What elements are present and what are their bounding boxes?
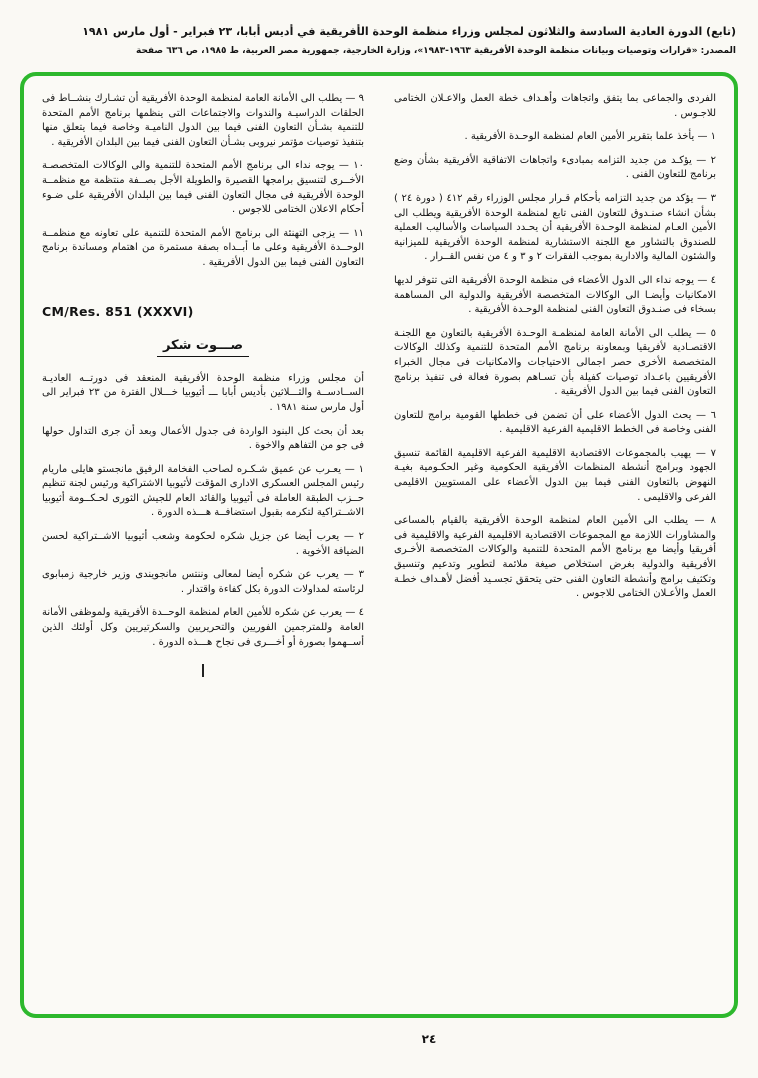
paragraph: ٨ — يطلب الى الأمين العام لمنظمة الوحدة الأفريقية بالقيام بالمساعى والمشاورات اللازمة مع المجموعات الاقتصادية الاقليمية الفرعية والاقليمية فى أفريقيا وأيضا مع برنامج الأمم المتحدة للتنمية والوكالات المتخصصة الأخـرى الأفريقية والدولية بغرض استخلاص صيغة ملائمة لتطوير وتدعيم وتنسيق وتكثيف برامج وأنشطة التعاون الفنى حتى يتحقق تجسـيد أفضل لأهـداف خطـة العمل والأعـلان الختامى للاجوس . — [394, 515, 716, 600]
paragraph: ٧ — يهيب بالمجموعات الاقتصادية الاقليمية الفرعية الاقليمية القائمة تنسيق الجهود وبرامج أنشطة المنظمات الأفريقية الحكومية وغير الحكـومية بغيـة النهوض بالتعاون الفنى فيما بين الدول الأعضاء على المستويين الاقليمى الفرعى والاقليمى . — [394, 447, 716, 503]
resolution-number: CM/Res. 851 (XXXVI) — [42, 303, 194, 319]
content-frame — [20, 72, 738, 1018]
paragraph: ٢ — يعرب أيضا عن جزيل شكره لحكومة وشعب أثيوبيا الاشــتراكية لحسن الضيافة الأخوية . — [42, 531, 364, 557]
page-header — [0, 0, 758, 58]
separator-mark — [202, 664, 204, 677]
paragraph: ٣ — يعرب عن شكره أيضا لمعالى وننتس مانجويندى وزير خارجية زمبابوى لرئاسته لمداولات الدورة بكل كفاءة واقتدار . — [42, 569, 364, 595]
paragraph: ٣ — يؤكد من جديد التزامه بأحكام قـرار مجلس الوزراء رقم ٤١٢ ( دورة ٢٤ ) بشأن انشاء صنـدوق للتعاون الفنى تابع لمنظمة الوحدة الأفريقية ويطلب الى الأمين العـام لمنظمة الوحـدة الأفريقية أن يحـدد السياسات والأساليب العملية للصندوق بالتشاور مع اللجنة الاستشارية لمنظمة الوحدة الأفريقية للميزانية والشئون المالية والادارية بموجب الفقرات ٢ و ٣ و ٤ من نفس القــرار . — [394, 192, 716, 263]
paragraph: بعد أن بحث كل البنود الواردة فى جدول الأعمال وبعد أن جرى التداول حولها فى جو من التفاهم والاخوة . — [42, 425, 364, 452]
paragraph: ١٠ — يوجه نداء الى برنامج الأمم المتحدة للتنمية والى الوكالات المتخصصـة الأخــرى لتنسيق برامجها القصيرة والطويلة الأجل بصــفة منتظمة مع منظمــة الوحدة الأفريقية فى مجال التعاون الفنى فيما بين البلدان الأفريقية على ضـوء أحكام الاعلان الختامى للاجوس . — [42, 160, 364, 216]
header-title: (تابع) الدورة العادية السادسة والثلاثون لمجلس وزراء منظمة الوحدة الأفريقية في أديس أبابا، ٢٣ فبراير - أول مارس ١٩٨١ — [82, 25, 736, 38]
two-column-layout — [42, 92, 716, 1004]
header-source: المصدر: «قرارات وتوصيات وبيانات منظمة الوحدة الأفريقية ١٩٦٣-١٩٨٣»، وزارة الخارجية، جمهورية مصر العربية، ط ١٩٨٥، ص ٦٣٦ صفحة — [135, 46, 736, 56]
page-number: ٢٤ — [421, 1032, 437, 1046]
paragraph: ٦ — يحث الدول الأعضاء على أن تضمن فى خططها القومية برامج للتعاون الفنى وخاصة فى الخطط الاقليمية الفرعية الاقليمية . — [394, 409, 716, 436]
paragraph: أن مجلس وزراء منظمة الوحدة الأفريقية المنعقد فى دورتــه العاديـة الســادســة والثـــلاثين بأديس أبابا ـــ أثيوبيا خـــلال الفترة من ٢٣ فبراير الى أول مارس سنة ١٩٨١ . — [42, 372, 364, 413]
paragraph: ١١ — يزجى التهنئة الى برنامج الأمم المتحدة للتنمية على تعاونه مع منظمــة الوحــدة الأفريقية وعلى ما أبــداه بصفة مستمرة من اهتمام ومساندة برنامج التعاون الفنى فيما بين الدول الأفريقية . — [42, 227, 364, 268]
paragraph: ٤ — يوجه نداء الى الدول الأعضاء فى منظمة الوحدة الأفريقية التى تتوفر لديها الامكانيات وأيضـا الى الوكالات المتخصصة الأفريقية والدولية الى المساهمة بسخاء فى صنـدوق التعاون الفنى لمنظمة الوحـدة الأفريقية . — [394, 274, 716, 316]
paragraph: ٥ — يطلب الى الأمانة العامة لمنظمـة الوحـدة الأفريقية بالتعاون مع اللجنـة الاقتصـادية لأفريقيا وبمعاونة برنامج الأمم المتحدة للتنمية وكذلك الوكالات المتخصصة الأخرى حصر اجمالى الاحتياجات والامكانيات فى مجال الخبراء الأفريقيين باعـداد توصيات كفيلة بأن تسـاهم بصورة فعالة فى تنفيذ برنامج التعاون الفنى فيما بين الدول الأفريقية . — [394, 327, 716, 398]
paragraph: ١ — يعـرب عن عميق شـكـره لصاحب الفخامة الرفيق مانجستو هايلى ماريام رئيس المجلس العسكرى الادارى المؤقت لأثيوبيا الاشتراكية ورئيس لجنة تنظيم حــزب الطبقة العاملة فى أثيوبيا والقائد العام للجيش الثورى لحـكــومة أثيوبيا الاشــتراكية لتكرمه بقبول استضافــة هـــذه الدورة . — [42, 463, 364, 519]
paragraph: ١ — يأخذ علما بتقرير الأمين العام لمنظمة الوحـدة الأفريقية . — [464, 131, 716, 143]
column-left — [42, 92, 364, 1004]
column-right — [394, 92, 716, 1004]
paragraph: ٩ — يطلب الى الأمانة العامة لمنظمة الوحدة الأفريقية أن تشـارك بنشــاط فى الحلقات الدراسيـة والندوات والاجتماعات التى ينظمها برنامج الأمم المتحدة للتنمية بشـأن التعاون الفنى فيما بين الدول الناميـة وخاصة فيما يتعلق منها بتنفيذ توصيات مؤتمر نيروبى بشـأن التعاون الفنى فيما بين البلدان الأفريقية . — [42, 93, 364, 148]
page-footer — [0, 1028, 758, 1047]
paragraph: ٢ — يؤكـد من جديد التزامه بمبادىء واتجاهات الاتفاقية الأفريقية بشأن وضع برنامج للتعاون الفنى . — [394, 154, 716, 181]
section-title-text: صـــوت شكر — [157, 338, 249, 357]
paragraph: ٤ — يعرب عن شكره للأمين العام لمنظمة الوحــدة الأفريقية ولموظفى الأمانة العامة وللمترجمين الفوريين والتحريريين والسكرتيريين وكل أولئك الذين أســهموا بصورة أو أخـــرى فى نجاح هـــذه الدورة . — [42, 607, 364, 648]
section-title — [42, 339, 364, 354]
paragraph: الفردى والجماعى بما يتفق واتجاهات وأهـداف خطة العمل والاعـلان الختامى للاجـوس . — [394, 93, 716, 119]
